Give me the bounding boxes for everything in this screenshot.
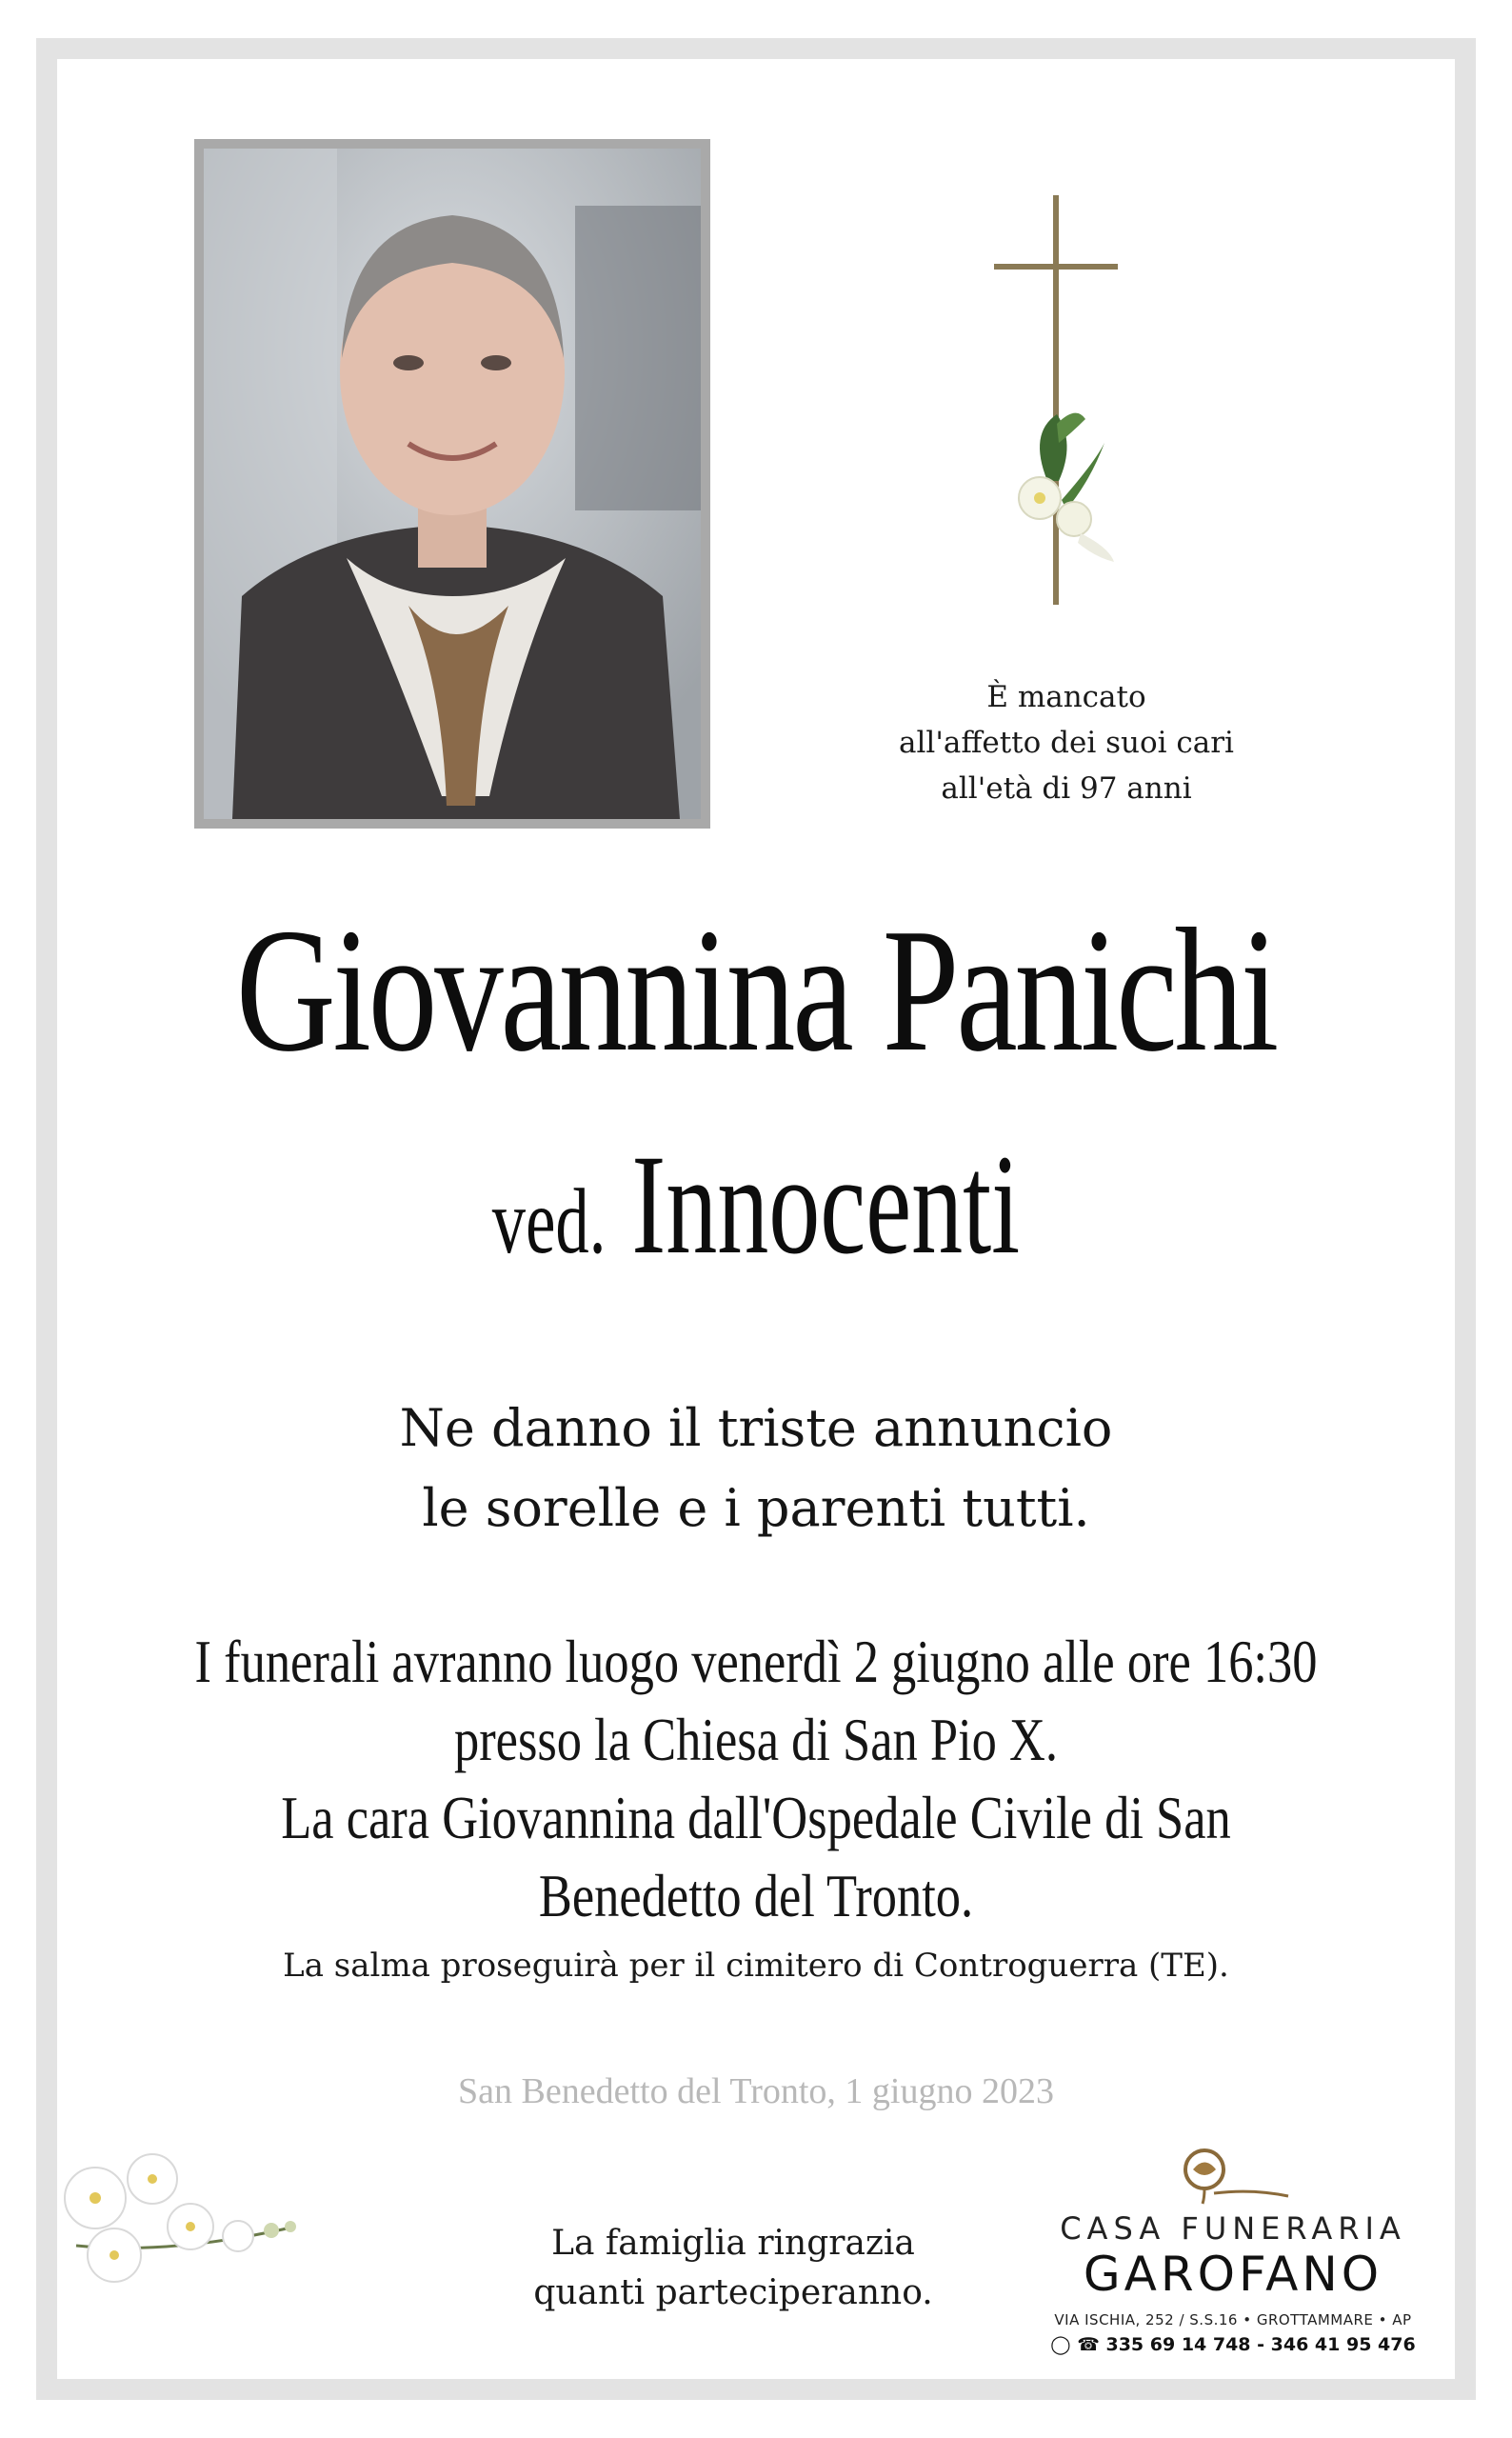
widow-of (253, 1124, 1260, 1303)
burial-note: La salma proseguirà per il cimitero di Controguerra (TE). (283, 1947, 1229, 1985)
mancato-text (819, 674, 1314, 811)
mancato-line: all'età di 97 anni (941, 771, 1192, 806)
funeral-line: La cara Giovannina dall'Ospedale Civile di San Benedetto del Tronto. (281, 1784, 1231, 1929)
brand-phones (1028, 2331, 1438, 2358)
brand-address: VIA ISCHIA, 252 / S.S.16 • GROTTAMMARE • AP (1054, 2311, 1412, 2328)
ved-prefix: ved. (491, 1170, 607, 1273)
portrait-image (204, 149, 701, 819)
funeral-line: presso la Chiesa di San Pio X. (453, 1706, 1059, 1773)
mancato-line: all'affetto dei suoi cari (899, 726, 1234, 760)
rose-icon (1176, 2141, 1290, 2206)
funeral-line: I funerali avranno luogo venerdì 2 giugno alle ore 16:30 (194, 1628, 1318, 1695)
brand-name: GAROFANO (1083, 2247, 1383, 2302)
thanks-line: La famiglia ringrazia (551, 2224, 915, 2263)
place-date: San Benedetto del Tronto, 1 giugno 2023 (458, 2071, 1054, 2111)
funeral-details (183, 1623, 1329, 1935)
announce-text (57, 1389, 1455, 1549)
announce-line: Ne danno il triste annuncio (399, 1398, 1113, 1458)
funeral-home-logo (1028, 2141, 1438, 2358)
phone-icon: ☎ (1077, 2334, 1100, 2355)
thanks-line: quanti parteciperanno. (533, 2273, 933, 2312)
mancato-line: È mancato (986, 680, 1146, 714)
orchid-icon (57, 2112, 305, 2303)
portrait-photo (194, 139, 710, 829)
announce-line: le sorelle e i parenti tutti. (422, 1478, 1090, 1538)
brand-line1: CASA FUNERARIA (1060, 2210, 1406, 2247)
phone-numbers: 335 69 14 748 - 346 41 95 476 (1105, 2334, 1416, 2355)
thanks-text (505, 2219, 962, 2318)
deceased-name: Giovannina Panichi (235, 892, 1277, 1089)
whatsapp-icon: ◯ (1050, 2334, 1071, 2355)
ved-surname: Innocenti (631, 1126, 1021, 1284)
cross-icon (990, 195, 1124, 605)
portrait-illustration (204, 149, 701, 819)
